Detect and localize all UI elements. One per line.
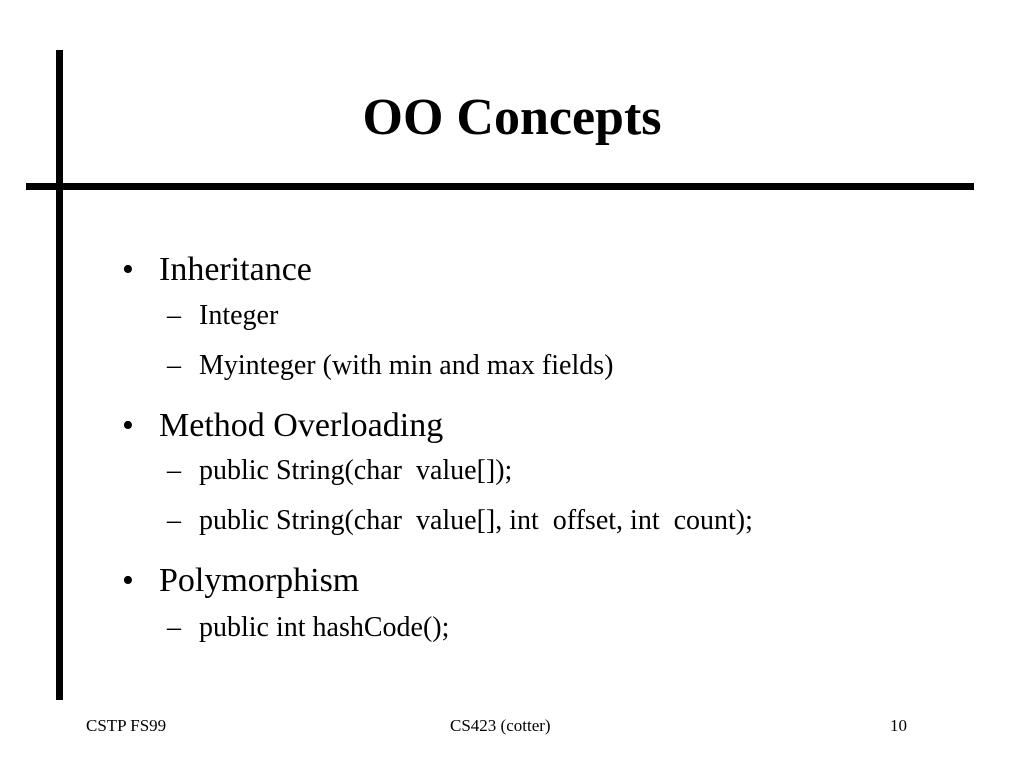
bullet-text: Polymorphism bbox=[159, 562, 360, 599]
sub-bullet-text: public int hashCode(); bbox=[199, 612, 450, 643]
footer-course-author: CS423 (cotter) bbox=[450, 716, 551, 735]
sub-bullet-text: public String(char value[], int offset, int count); bbox=[199, 505, 753, 536]
footer-page-number: 10 bbox=[890, 716, 907, 735]
sub-bullet-marker: – bbox=[167, 350, 181, 381]
bullet-text: Method Overloading bbox=[159, 407, 444, 444]
sub-bullet-text: Myinteger (with min and max fields) bbox=[199, 350, 614, 381]
sub-bullet-marker: – bbox=[167, 300, 181, 331]
sub-bullet-marker: – bbox=[167, 455, 181, 486]
bullet-marker: • bbox=[122, 251, 134, 288]
sub-bullet-text: public String(char value[]); bbox=[199, 455, 513, 486]
bullet-marker: • bbox=[122, 562, 134, 599]
sub-bullet-text: Integer bbox=[199, 300, 279, 331]
sub-bullet-marker: – bbox=[167, 612, 181, 643]
sub-bullet-item bbox=[139, 586, 449, 670]
footer-course-term: CSTP FS99 bbox=[86, 716, 167, 735]
bullet-text: Inheritance bbox=[159, 251, 312, 288]
bullet-marker: • bbox=[122, 407, 134, 444]
slide-title: OO Concepts bbox=[362, 89, 662, 146]
sub-bullet-marker: – bbox=[167, 505, 181, 536]
